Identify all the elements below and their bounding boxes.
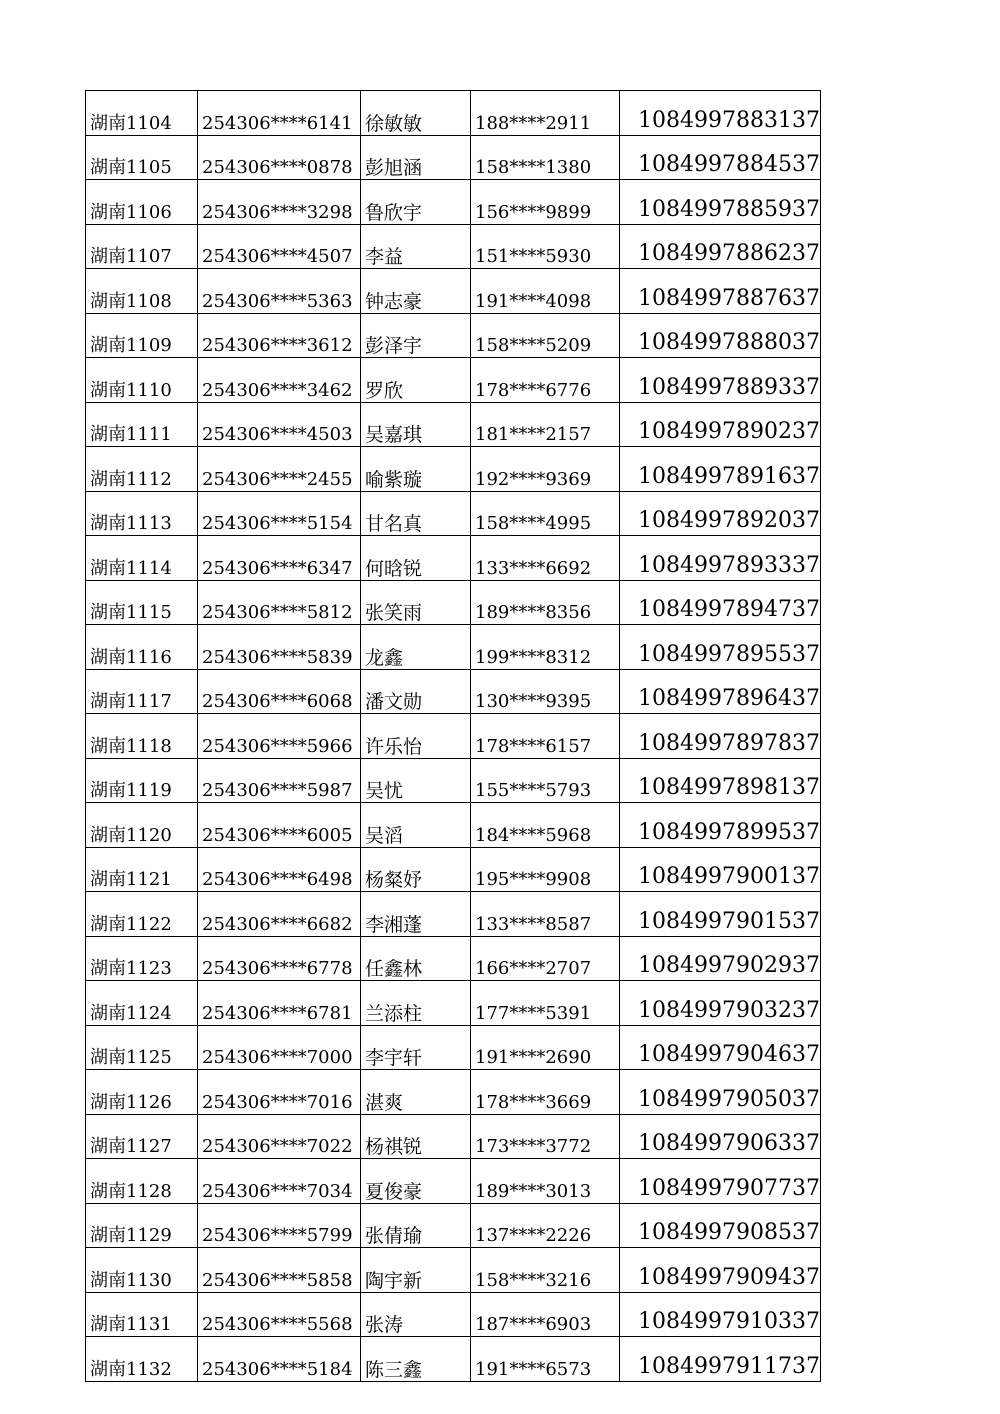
region-code-cell: 湖南1109 [86, 313, 198, 358]
region-code-cell: 湖南1113 [86, 491, 198, 536]
id-number-cell: 254306****6781 [198, 981, 361, 1026]
id-number-cell: 254306****5812 [198, 580, 361, 625]
phone-cell: 130****9395 [471, 669, 620, 714]
name-cell: 吴滔 [361, 803, 471, 848]
name-cell: 张笑雨 [361, 580, 471, 625]
region-code-cell: 湖南1112 [86, 447, 198, 492]
ticket-number-cell: 1084997890237 [620, 402, 821, 447]
ticket-number-cell: 1084997886237 [620, 224, 821, 269]
phone-cell: 158****5209 [471, 313, 620, 358]
name-cell: 钟志豪 [361, 269, 471, 314]
name-cell: 龙鑫 [361, 625, 471, 670]
name-cell: 徐敏敏 [361, 91, 471, 136]
id-number-cell: 254306****7034 [198, 1159, 361, 1204]
ticket-number-cell: 1084997888037 [620, 313, 821, 358]
name-cell: 李益 [361, 224, 471, 269]
name-cell: 杨粲妤 [361, 847, 471, 892]
region-code-cell: 湖南1115 [86, 580, 198, 625]
name-cell: 喻紫璇 [361, 447, 471, 492]
region-code-cell: 湖南1106 [86, 180, 198, 225]
ticket-number-cell: 1084997899537 [620, 803, 821, 848]
ticket-number-cell: 1084997892037 [620, 491, 821, 536]
name-cell: 张倩瑜 [361, 1203, 471, 1248]
table-row [86, 580, 821, 625]
phone-cell: 173****3772 [471, 1114, 620, 1159]
table-row [86, 1337, 821, 1382]
phone-cell: 137****2226 [471, 1203, 620, 1248]
id-number-cell: 254306****5184 [198, 1337, 361, 1382]
name-cell: 潘文勋 [361, 669, 471, 714]
region-code-cell: 湖南1128 [86, 1159, 198, 1204]
roster-table [85, 90, 821, 1382]
table-row [86, 447, 821, 492]
name-cell: 李湘蓬 [361, 892, 471, 937]
id-number-cell: 254306****3298 [198, 180, 361, 225]
region-code-cell: 湖南1105 [86, 135, 198, 180]
name-cell: 吴嘉琪 [361, 402, 471, 447]
id-number-cell: 254306****5839 [198, 625, 361, 670]
table-row [86, 1203, 821, 1248]
name-cell: 湛爽 [361, 1070, 471, 1115]
region-code-cell: 湖南1118 [86, 714, 198, 759]
phone-cell: 191****2690 [471, 1025, 620, 1070]
name-cell: 罗欣 [361, 358, 471, 403]
table-row [86, 1070, 821, 1115]
table-row [86, 669, 821, 714]
phone-cell: 133****8587 [471, 892, 620, 937]
ticket-number-cell: 1084997896437 [620, 669, 821, 714]
table-row [86, 135, 821, 180]
phone-cell: 151****5930 [471, 224, 620, 269]
ticket-number-cell: 1084997905037 [620, 1070, 821, 1115]
id-number-cell: 254306****6498 [198, 847, 361, 892]
name-cell: 吴忧 [361, 758, 471, 803]
phone-cell: 178****6776 [471, 358, 620, 403]
table-row [86, 536, 821, 581]
name-cell: 鲁欣宇 [361, 180, 471, 225]
region-code-cell: 湖南1119 [86, 758, 198, 803]
region-code-cell: 湖南1129 [86, 1203, 198, 1248]
phone-cell: 184****5968 [471, 803, 620, 848]
table-row [86, 1159, 821, 1204]
phone-cell: 156****9899 [471, 180, 620, 225]
name-cell: 李宇轩 [361, 1025, 471, 1070]
id-number-cell: 254306****7000 [198, 1025, 361, 1070]
id-number-cell: 254306****5799 [198, 1203, 361, 1248]
table-row [86, 1025, 821, 1070]
phone-cell: 158****3216 [471, 1248, 620, 1293]
ticket-number-cell: 1084997884537 [620, 135, 821, 180]
region-code-cell: 湖南1104 [86, 91, 198, 136]
region-code-cell: 湖南1126 [86, 1070, 198, 1115]
table-row [86, 1248, 821, 1293]
region-code-cell: 湖南1110 [86, 358, 198, 403]
region-code-cell: 湖南1122 [86, 892, 198, 937]
name-cell: 兰添柱 [361, 981, 471, 1026]
table-row [86, 758, 821, 803]
region-code-cell: 湖南1125 [86, 1025, 198, 1070]
phone-cell: 199****8312 [471, 625, 620, 670]
phone-cell: 178****3669 [471, 1070, 620, 1115]
region-code-cell: 湖南1131 [86, 1292, 198, 1337]
table-row [86, 224, 821, 269]
phone-cell: 187****6903 [471, 1292, 620, 1337]
table-row [86, 358, 821, 403]
name-cell: 张涛 [361, 1292, 471, 1337]
id-number-cell: 254306****6005 [198, 803, 361, 848]
id-number-cell: 254306****7022 [198, 1114, 361, 1159]
id-number-cell: 254306****5363 [198, 269, 361, 314]
ticket-number-cell: 1084997897837 [620, 714, 821, 759]
ticket-number-cell: 1084997904637 [620, 1025, 821, 1070]
id-number-cell: 254306****6068 [198, 669, 361, 714]
name-cell: 甘名真 [361, 491, 471, 536]
region-code-cell: 湖南1132 [86, 1337, 198, 1382]
ticket-number-cell: 1084997891637 [620, 447, 821, 492]
region-code-cell: 湖南1121 [86, 847, 198, 892]
table-row [86, 180, 821, 225]
phone-cell: 177****5391 [471, 981, 620, 1026]
region-code-cell: 湖南1127 [86, 1114, 198, 1159]
region-code-cell: 湖南1116 [86, 625, 198, 670]
table-row [86, 91, 821, 136]
region-code-cell: 湖南1120 [86, 803, 198, 848]
region-code-cell: 湖南1114 [86, 536, 198, 581]
region-code-cell: 湖南1117 [86, 669, 198, 714]
id-number-cell: 254306****3462 [198, 358, 361, 403]
name-cell: 陈三鑫 [361, 1337, 471, 1382]
id-number-cell: 254306****0878 [198, 135, 361, 180]
id-number-cell: 254306****5154 [198, 491, 361, 536]
phone-cell: 181****2157 [471, 402, 620, 447]
id-number-cell: 254306****2455 [198, 447, 361, 492]
table-row [86, 1292, 821, 1337]
table-row [86, 892, 821, 937]
table-row [86, 981, 821, 1026]
id-number-cell: 254306****6347 [198, 536, 361, 581]
id-number-cell: 254306****4503 [198, 402, 361, 447]
ticket-number-cell: 1084997907737 [620, 1159, 821, 1204]
ticket-number-cell: 1084997908537 [620, 1203, 821, 1248]
ticket-number-cell: 1084997887637 [620, 269, 821, 314]
phone-cell: 158****4995 [471, 491, 620, 536]
id-number-cell: 254306****3612 [198, 313, 361, 358]
name-cell: 彭旭涵 [361, 135, 471, 180]
ticket-number-cell: 1084997911737 [620, 1337, 821, 1382]
phone-cell: 188****2911 [471, 91, 620, 136]
table-row [86, 847, 821, 892]
ticket-number-cell: 1084997903237 [620, 981, 821, 1026]
table-row [86, 1114, 821, 1159]
ticket-number-cell: 1084997901537 [620, 892, 821, 937]
table-row [86, 402, 821, 447]
table-row [86, 714, 821, 759]
phone-cell: 189****3013 [471, 1159, 620, 1204]
table-row [86, 313, 821, 358]
id-number-cell: 254306****5858 [198, 1248, 361, 1293]
phone-cell: 195****9908 [471, 847, 620, 892]
ticket-number-cell: 1084997906337 [620, 1114, 821, 1159]
roster-table-body [86, 91, 821, 1382]
ticket-number-cell: 1084997898137 [620, 758, 821, 803]
id-number-cell: 254306****5966 [198, 714, 361, 759]
table-row [86, 936, 821, 981]
table-row [86, 491, 821, 536]
id-number-cell: 254306****5987 [198, 758, 361, 803]
phone-cell: 189****8356 [471, 580, 620, 625]
id-number-cell: 254306****5568 [198, 1292, 361, 1337]
phone-cell: 155****5793 [471, 758, 620, 803]
name-cell: 何晗锐 [361, 536, 471, 581]
table-row [86, 625, 821, 670]
name-cell: 杨祺锐 [361, 1114, 471, 1159]
ticket-number-cell: 1084997909437 [620, 1248, 821, 1293]
region-code-cell: 湖南1107 [86, 224, 198, 269]
id-number-cell: 254306****6141 [198, 91, 361, 136]
ticket-number-cell: 1084997885937 [620, 180, 821, 225]
ticket-number-cell: 1084997894737 [620, 580, 821, 625]
region-code-cell: 湖南1130 [86, 1248, 198, 1293]
table-row [86, 269, 821, 314]
id-number-cell: 254306****7016 [198, 1070, 361, 1115]
region-code-cell: 湖南1123 [86, 936, 198, 981]
name-cell: 夏俊豪 [361, 1159, 471, 1204]
region-code-cell: 湖南1108 [86, 269, 198, 314]
phone-cell: 133****6692 [471, 536, 620, 581]
ticket-number-cell: 1084997900137 [620, 847, 821, 892]
phone-cell: 192****9369 [471, 447, 620, 492]
phone-cell: 191****4098 [471, 269, 620, 314]
ticket-number-cell: 1084997889337 [620, 358, 821, 403]
id-number-cell: 254306****6778 [198, 936, 361, 981]
name-cell: 彭泽宇 [361, 313, 471, 358]
ticket-number-cell: 1084997895537 [620, 625, 821, 670]
ticket-number-cell: 1084997902937 [620, 936, 821, 981]
region-code-cell: 湖南1124 [86, 981, 198, 1026]
ticket-number-cell: 1084997910337 [620, 1292, 821, 1337]
id-number-cell: 254306****6682 [198, 892, 361, 937]
name-cell: 任鑫林 [361, 936, 471, 981]
ticket-number-cell: 1084997883137 [620, 91, 821, 136]
name-cell: 陶宇新 [361, 1248, 471, 1293]
ticket-number-cell: 1084997893337 [620, 536, 821, 581]
phone-cell: 166****2707 [471, 936, 620, 981]
id-number-cell: 254306****4507 [198, 224, 361, 269]
table-row [86, 803, 821, 848]
phone-cell: 158****1380 [471, 135, 620, 180]
name-cell: 许乐怡 [361, 714, 471, 759]
phone-cell: 178****6157 [471, 714, 620, 759]
phone-cell: 191****6573 [471, 1337, 620, 1382]
region-code-cell: 湖南1111 [86, 402, 198, 447]
